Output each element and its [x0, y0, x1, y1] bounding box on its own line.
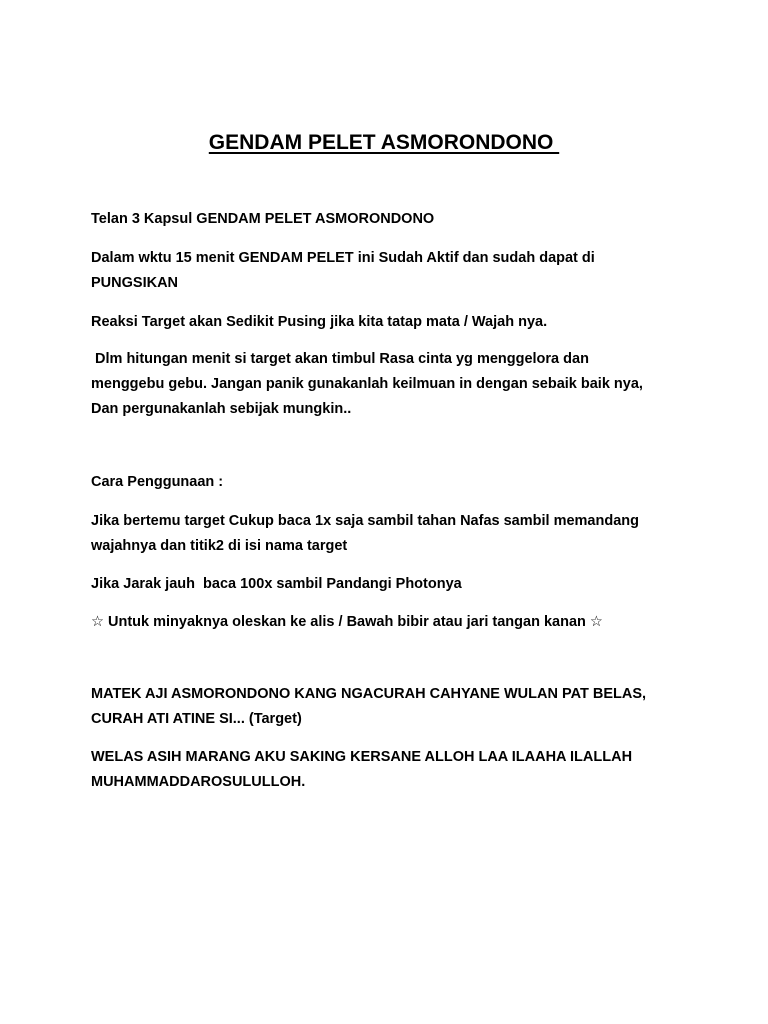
paragraph-dosage: Telan 3 Kapsul GENDAM PELET ASMORONDONO: [91, 211, 435, 227]
paragraph-oil: ☆ Untuk minyaknya oleskan ke alis / Bawah bibir atau jari tangan kanan ☆: [91, 614, 603, 630]
paragraph-usage-far: Jika Jarak jauh baca 100x sambil Pandangi Photonya: [91, 576, 462, 592]
document-title: GENDAM PELET ASMORONDONO: [208, 131, 560, 154]
paragraph-usage-near: Jika bertemu target Cukup baca 1x saja sambil tahan Nafas sambil memandang wajahnya dan titik2 di isi nama target: [91, 513, 639, 554]
paragraph-activation: Dalam wktu 15 menit GENDAM PELET ini Sudah Aktif dan sudah dapat di PUNGSIKAN: [91, 250, 595, 291]
paragraph-usage-heading: Cara Penggunaan :: [91, 474, 224, 490]
paragraph-mantra-2: WELAS ASIH MARANG AKU SAKING KERSANE ALLOH LAA ILAAHA ILALLAH MUHAMMADDAROSULULLOH.: [91, 749, 633, 790]
paragraph-effect: Dlm hitungan menit si target akan timbul Rasa cinta yg menggelora dan menggebu gebu. Jangan panik gunakanlah keilmuan in dengan sebaik baik nya, Dan pergunakanlah sebijak mungkin..: [91, 351, 643, 417]
paragraph-mantra-1: MATEK AJI ASMORONDONO KANG NGACURAH CAHYANE WULAN PAT BELAS, CURAH ATI ATINE SI... (Target): [91, 686, 647, 727]
paragraph-reaction: Reaksi Target akan Sedikit Pusing jika kita tatap mata / Wajah nya.: [91, 314, 548, 330]
